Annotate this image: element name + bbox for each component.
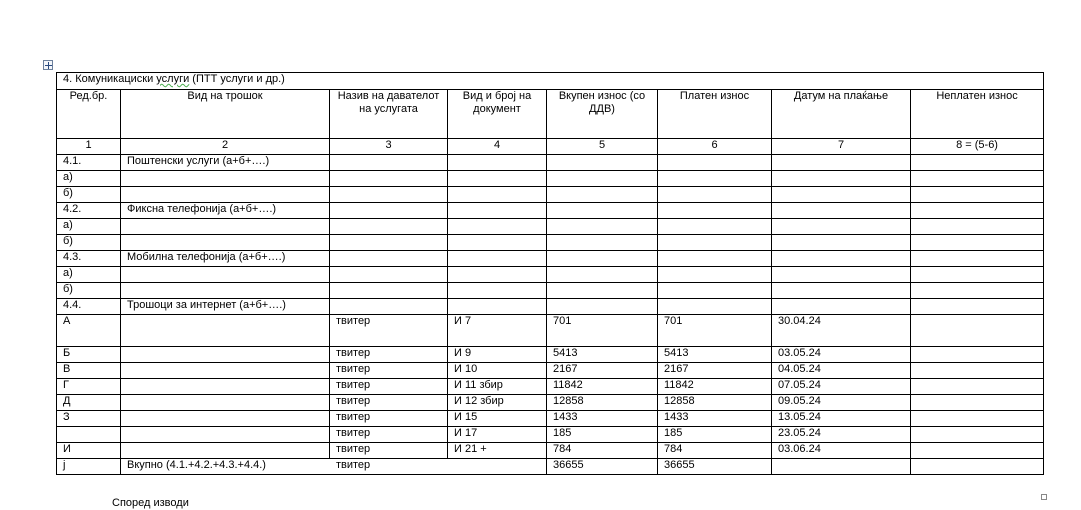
total-amount[interactable]: 784 (547, 443, 658, 459)
payment-date[interactable]: 03.05.24 (772, 347, 911, 363)
total-amount[interactable]: 185 (547, 427, 658, 443)
total-amount[interactable]: 5413 (547, 347, 658, 363)
table-row (57, 267, 1044, 283)
column-number: 3 (330, 139, 448, 155)
cost-type[interactable]: Мобилна телефонија (а+б+….) (121, 251, 330, 267)
table-row (57, 219, 1044, 235)
total-amount[interactable]: 11842 (547, 379, 658, 395)
row-number[interactable]: б) (57, 235, 121, 251)
document[interactable]: И 17 (448, 427, 547, 443)
header-cell: Вид на трошок (121, 90, 330, 139)
paid-amount[interactable]: 2167 (658, 363, 772, 379)
total-amount[interactable]: 701 (547, 315, 658, 347)
document[interactable]: И 11 збир (448, 379, 547, 395)
row-number[interactable]: З (57, 411, 121, 427)
table-row (57, 379, 1044, 395)
table-resize-handle[interactable] (1041, 494, 1047, 500)
table-row (57, 235, 1044, 251)
row-number[interactable]: ј (57, 459, 121, 475)
row-number[interactable]: б) (57, 283, 121, 299)
row-number[interactable]: 4.1. (57, 155, 121, 171)
total-label-cell[interactable] (121, 459, 547, 475)
document[interactable]: И 15 (448, 411, 547, 427)
table-row (57, 315, 1044, 347)
footer-note: Според изводи (112, 497, 189, 509)
provider[interactable]: твитер (330, 315, 448, 347)
column-number-row (57, 139, 1044, 155)
table-move-handle[interactable] (43, 60, 53, 70)
payment-date[interactable]: 13.05.24 (772, 411, 911, 427)
total-amount[interactable]: 36655 (547, 459, 658, 475)
row-number[interactable]: И (57, 443, 121, 459)
paid-amount[interactable]: 784 (658, 443, 772, 459)
payment-date[interactable]: 04.05.24 (772, 363, 911, 379)
payment-date[interactable]: 23.05.24 (772, 427, 911, 443)
payment-date[interactable]: 07.05.24 (772, 379, 911, 395)
cost-type[interactable]: Фиксна телефонија (а+б+….) (121, 203, 330, 219)
table-row (57, 251, 1044, 267)
table-row (57, 395, 1044, 411)
document[interactable]: И 7 (448, 315, 547, 347)
total-provider: твитер (335, 459, 371, 471)
table-row (57, 187, 1044, 203)
row-number[interactable]: 4.3. (57, 251, 121, 267)
table-row (57, 443, 1044, 459)
section-title: 4. Комуникациски услуги (ПТТ услуги и др.) (57, 73, 1044, 90)
total-amount[interactable]: 1433 (547, 411, 658, 427)
document[interactable]: И 21 + (448, 443, 547, 459)
row-number[interactable]: Г (57, 379, 121, 395)
provider[interactable]: твитер (330, 427, 448, 443)
provider[interactable]: твитер (330, 347, 448, 363)
header-cell: Датум на плаќање (772, 90, 911, 139)
column-number: 5 (547, 139, 658, 155)
section-title-row (57, 73, 1044, 90)
document[interactable]: И 9 (448, 347, 547, 363)
payment-date[interactable]: 09.05.24 (772, 395, 911, 411)
row-number[interactable]: 4.4. (57, 299, 121, 315)
column-number: 6 (658, 139, 772, 155)
document[interactable]: И 10 (448, 363, 547, 379)
paid-amount[interactable]: 701 (658, 315, 772, 347)
table-row (57, 155, 1044, 171)
total-amount[interactable]: 2167 (547, 363, 658, 379)
row-number[interactable]: б) (57, 187, 121, 203)
row-number[interactable]: Б (57, 347, 121, 363)
table-row (57, 427, 1044, 443)
row-number[interactable]: а) (57, 171, 121, 187)
table-row (57, 363, 1044, 379)
header-cell: Вид и број на документ (448, 90, 547, 139)
paid-amount[interactable]: 11842 (658, 379, 772, 395)
row-number[interactable]: 4.2. (57, 203, 121, 219)
row-number[interactable]: Д (57, 395, 121, 411)
provider[interactable]: твитер (330, 443, 448, 459)
table-row (57, 299, 1044, 315)
table-row (57, 347, 1044, 363)
header-cell: Платен износ (658, 90, 772, 139)
spellcheck-underlined-word: услуги (156, 73, 190, 85)
row-number[interactable]: А (57, 315, 121, 347)
table-row (57, 283, 1044, 299)
table-row (57, 171, 1044, 187)
paid-amount[interactable]: 12858 (658, 395, 772, 411)
column-number: 4 (448, 139, 547, 155)
row-number[interactable]: В (57, 363, 121, 379)
header-cell: Неплатен износ (911, 90, 1044, 139)
column-number: 7 (772, 139, 911, 155)
row-number[interactable]: а) (57, 219, 121, 235)
total-row (57, 459, 1044, 475)
paid-amount[interactable]: 5413 (658, 347, 772, 363)
total-label: Вкупно (4.1.+4.2.+4.3.+4.4.) (127, 459, 266, 471)
column-number: 2 (121, 139, 330, 155)
payment-date[interactable]: 03.06.24 (772, 443, 911, 459)
total-amount[interactable]: 12858 (547, 395, 658, 411)
paid-amount[interactable]: 1433 (658, 411, 772, 427)
row-number[interactable] (57, 427, 121, 443)
document[interactable]: И 12 збир (448, 395, 547, 411)
payment-date[interactable]: 30.04.24 (772, 315, 911, 347)
provider[interactable]: твитер (330, 363, 448, 379)
paid-amount[interactable]: 185 (658, 427, 772, 443)
header-cell: Назив на давателот на услугата (330, 90, 448, 139)
row-number[interactable]: а) (57, 267, 121, 283)
paid-amount[interactable]: 36655 (658, 459, 772, 475)
header-cell: Ред.бр. (57, 90, 121, 139)
provider[interactable]: твитер (330, 411, 448, 427)
header-row (57, 90, 1044, 139)
cost-type[interactable]: Поштенски услуги (а+б+….) (121, 155, 330, 171)
table-row (57, 203, 1044, 219)
column-number: 1 (57, 139, 121, 155)
table-row (57, 411, 1044, 427)
provider[interactable]: твитер (330, 379, 448, 395)
communication-costs-table (56, 72, 1044, 475)
cost-type[interactable]: Трошоци за интернет (а+б+….) (121, 299, 330, 315)
column-number: 8 = (5-6) (911, 139, 1044, 155)
header-cell: Вкупен износ (со ДДВ) (547, 90, 658, 139)
provider[interactable]: твитер (330, 395, 448, 411)
